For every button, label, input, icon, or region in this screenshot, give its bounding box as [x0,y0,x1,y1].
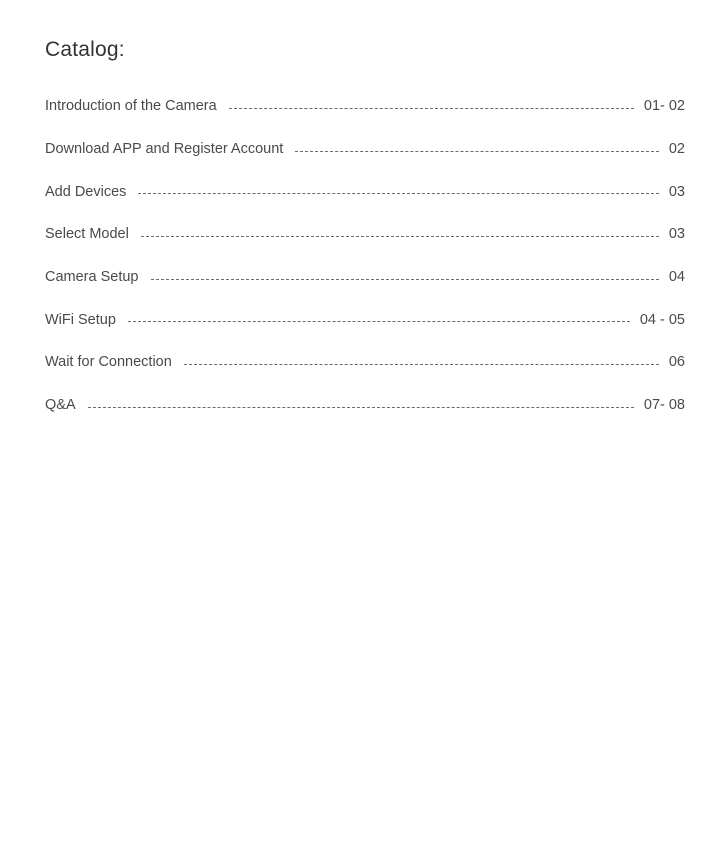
dotted-leader [295,151,659,152]
toc-entry-label: Add Devices [45,183,127,200]
table-of-contents [45,85,685,427]
toc-entry-label: Q&A [45,397,76,414]
toc-entry-page: 01- 02 [643,98,685,115]
toc-entry [45,128,685,171]
dotted-leader [229,108,634,109]
toc-entry-page: 04 - 05 [639,311,685,328]
toc-entry-label: Camera Setup [45,269,139,286]
toc-entry-label: WiFi Setup [45,311,116,328]
dotted-leader [184,364,659,365]
dotted-leader [151,279,659,280]
toc-entry-page: 06 [668,354,685,371]
toc-entry-page: 03 [668,226,685,243]
toc-entry [45,384,685,427]
dotted-leader [88,407,634,408]
dotted-leader [128,321,630,322]
toc-entry-page: 03 [668,183,685,200]
toc-entry [45,298,685,341]
toc-entry [45,170,685,213]
catalog-title: Catalog: [45,38,125,61]
toc-entry [45,256,685,299]
toc-entry-label: Wait for Connection [45,354,172,371]
toc-entry-label: Download APP and Register Account [45,141,284,158]
toc-entry [45,213,685,256]
toc-entry-page: 07- 08 [643,397,685,414]
toc-entry-label: Introduction of the Camera [45,98,217,115]
toc-entry-label: Select Model [45,226,129,243]
toc-entry [45,341,685,384]
toc-entry-page: 04 [668,269,685,286]
dotted-leader [138,193,658,194]
toc-entry [45,85,685,128]
dotted-leader [141,236,659,237]
toc-entry-page: 02 [668,141,685,158]
